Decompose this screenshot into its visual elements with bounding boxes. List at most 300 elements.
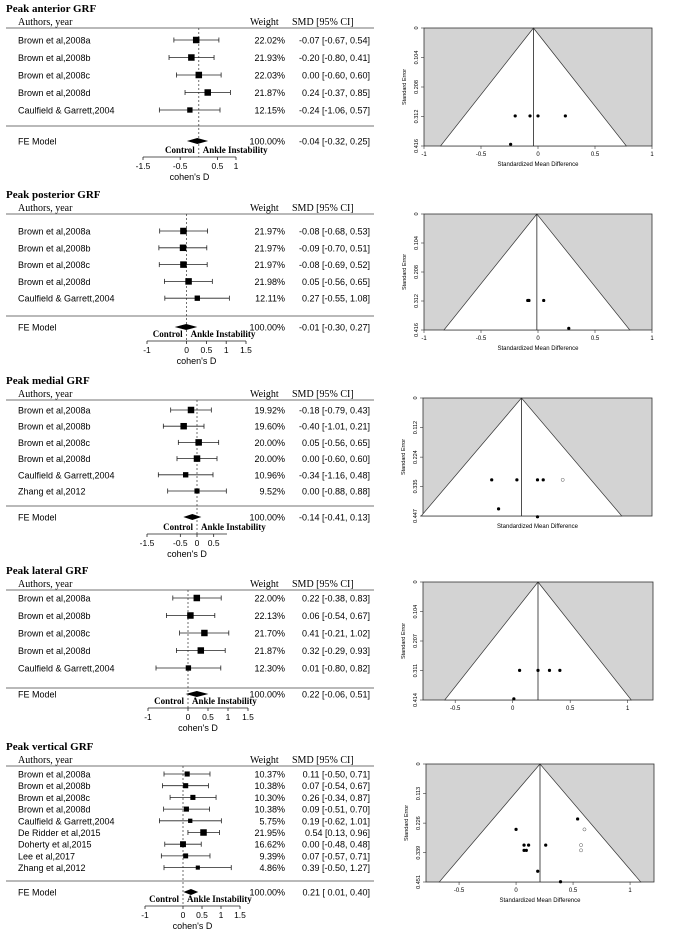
effect-square [188,407,194,413]
funnel-x-tick-label: 0 [536,152,540,158]
effect-square [194,455,201,462]
study-label: De Ridder et al,2015 [18,828,101,838]
funnel-x-tick-label: -0.5 [450,706,461,712]
study-weight: 10.38% [254,804,285,815]
right-label: Ankle Instability [202,145,268,155]
effect-square [183,783,188,788]
model-weight: 100.00% [249,512,285,523]
study-label: Brown et al,2008a [18,405,91,416]
study-row [18,406,370,416]
study-label: Brown et al,2008a [18,593,91,604]
study-ci-text: 0.07 [-0.54, 0.67] [301,781,370,792]
study-label: Doherty et al,2015 [18,839,92,850]
study-weight: 20.00% [254,454,285,465]
x-tick-label: 0 [194,538,200,548]
study-row [18,781,370,791]
study-ci-text: 0.54 [0.13, 0.96] [304,828,370,838]
study-weight: 9.52% [259,486,285,497]
study-ci-text: 0.00 [-0.88, 0.88] [301,486,370,497]
study-weight: 19.92% [254,405,285,416]
y-tick-label: 0.112 [413,420,419,435]
funnel-x-label: Standardized Mean Difference [497,524,578,530]
x-axis-label: cohen's D [172,921,213,931]
study-weight: 21.95% [254,828,285,838]
effect-square [195,296,200,301]
study-ci-text: 0.26 [-0.34, 0.87] [301,792,370,803]
study-label: Lee et al,2017 [18,851,76,862]
x-tick-label: -1.5 [139,538,155,548]
model-ci-text: -0.04 [-0.32, 0.25] [298,136,370,147]
effect-square [184,807,189,812]
study-ci-text: -0.34 [-1.16, 0.48] [298,470,370,481]
effect-square [183,853,188,858]
funnel-point [567,327,570,330]
funnel-point [514,828,517,831]
forest-plot [0,0,400,180]
funnel-plot [393,570,663,748]
funnel-plot [394,16,664,194]
funnel-plot [396,752,666,930]
x-tick-label: -1 [143,345,151,355]
x-tick-label: 1 [225,712,231,722]
study-weight: 21.97% [254,260,285,271]
study-ci-text: 0.19 [-0.62, 1.01] [301,816,370,827]
header-weight: Weight [250,17,279,28]
x-tick-label: 0.5 [207,538,220,548]
model-label: FE Model [18,322,57,333]
funnel-point [515,478,518,481]
funnel-y-label: Standard Error [404,804,410,842]
y-tick-label: 0.311 [413,663,419,678]
left-label: Control [164,145,195,155]
funnel-x-tick-label: 0.5 [566,706,575,712]
x-tick-label: -0.5 [172,161,188,171]
study-weight: 10.96% [254,470,285,481]
left-label: Control [163,522,193,532]
left-label: Control [154,696,184,706]
study-ci-text: 0.00 [-0.60, 0.60] [301,70,370,81]
study-label: Brown et al,2008c [18,792,91,803]
funnel-x-tick-label: -0.5 [453,888,465,894]
funnel-x-tick-label: -0.5 [475,336,487,342]
effect-square [183,472,188,477]
funnel-x-tick-label: 1 [628,888,632,894]
study-row [18,260,370,270]
effect-square [187,612,194,619]
header-study: Authors, year [18,755,73,766]
summary-diamond [183,514,201,520]
forest-title: Peak vertical GRF [6,741,94,753]
study-label: Caulfield & Garrett,2004 [18,663,115,674]
funnel-x-tick-label: 0 [514,888,518,894]
model-label: FE Model [18,887,57,898]
study-ci-text: 0.05 [-0.56, 0.65] [301,437,370,448]
study-ci-text: -0.24 [-1.06, 0.57] [298,105,370,116]
y-tick-label: 0.447 [413,509,419,523]
study-ci-text: 0.01 [-0.80, 0.82] [301,663,370,674]
study-label: Brown et al,2008a [18,769,91,780]
header-ci: SMD [95% CI] [292,389,354,400]
model-weight: 100.00% [249,136,285,147]
funnel-point [558,669,561,672]
funnel-point [559,880,562,883]
study-weight: 12.30% [254,663,285,674]
study-label: Brown et al,2008d [18,804,91,815]
y-tick-label: 0.414 [413,693,419,707]
study-row [18,422,370,432]
study-label: Brown et al,2008b [18,53,91,63]
study-ci-text: 0.24 [-0.37, 0.85] [301,88,370,98]
study-weight: 21.87% [254,646,285,656]
funnel-point [542,299,545,302]
study-weight: 5.75% [259,816,285,827]
study-weight: 16.62% [254,839,285,850]
y-tick-label: 0.113 [416,786,422,801]
y-tick-label: 0.208 [414,265,420,279]
left-label: Control [152,329,183,339]
study-row [18,88,370,98]
model-ci-text: -0.01 [-0.30, 0.27] [298,322,370,333]
study-weight: 19.60% [254,421,285,432]
x-tick-label: 0.5 [211,161,224,171]
model-ci-text: 0.22 [-0.06, 0.51] [301,689,370,700]
funnel-point [527,844,530,847]
study-label: Brown et al,2008d [18,646,91,656]
study-label: Caulfield & Garrett,2004 [18,105,115,116]
left-label: Control [149,894,179,904]
funnel-x-tick-label: 0.5 [590,336,600,342]
x-tick-label: 0 [185,712,191,722]
funnel-x-tick-label: -1 [421,152,427,158]
y-tick-label: 0 [416,762,422,766]
x-tick-label: -0.5 [173,538,188,548]
x-tick-label: 1 [233,161,239,171]
funnel-point [536,478,539,481]
study-ci-text: 0.06 [-0.54, 0.67] [301,611,370,621]
x-tick-label: 0 [180,910,186,920]
study-row [18,793,370,803]
study-label: Brown et al,2008b [18,611,91,621]
x-tick-label: 1.5 [234,910,246,920]
x-axis-label: cohen's D [169,172,210,180]
effect-square [194,488,199,493]
study-weight: 10.37% [254,769,285,780]
study-label: Brown et al,2008c [18,70,91,81]
header-weight: Weight [250,203,279,214]
study-label: Caulfield & Garrett,2004 [18,470,115,481]
study-ci-text: 0.27 [-0.55, 1.08] [301,293,370,304]
study-row [18,863,370,873]
model-weight: 100.00% [249,322,285,333]
study-weight: 22.00% [254,593,285,604]
x-axis-label: cohen's D [178,723,218,733]
y-tick-label: 0.226 [416,816,422,831]
study-ci-text: 0.39 [-0.50, 1.27] [301,863,370,874]
x-tick-label: 0.5 [196,910,208,920]
effect-square [188,819,192,823]
funnel-x-label: Standardized Mean Difference [499,898,581,904]
funnel-point [522,849,525,852]
x-axis-label: cohen's D [167,549,207,559]
study-ci-text: 0.41 [-0.21, 1.02] [301,628,370,639]
funnel-point [548,669,551,672]
study-ci-text: -0.20 [-0.80, 0.41] [298,53,370,63]
funnel-x-tick-label: 1 [650,152,654,158]
y-tick-label: 0.312 [414,294,420,308]
study-label: Zhang et al,2012 [18,486,86,497]
y-tick-label: 0.451 [416,875,422,889]
study-label: Brown et al,2008c [18,437,91,448]
study-weight: 22.02% [254,35,285,46]
funnel-y-label: Standard Error [402,68,408,106]
funnel-x-tick-label: 0 [511,706,515,712]
funnel-x-tick-label: -0.5 [475,152,487,158]
study-row [18,629,370,639]
model-label: FE Model [18,689,57,700]
header-study: Authors, year [18,203,73,214]
funnel-point [514,114,517,117]
header-ci: SMD [95% CI] [292,17,354,28]
y-tick-label: 0.104 [413,604,419,619]
study-ci-text: -0.40 [-1.01, 0.21] [298,421,370,432]
forest-plot [0,186,400,366]
study-ci-text: 0.00 [-0.48, 0.48] [301,839,370,850]
study-weight: 21.97% [254,243,285,254]
funnel-x-label: Standardized Mean Difference [497,162,579,168]
effect-square [180,841,186,847]
funnel-y-label: Standard Error [402,253,408,291]
y-tick-label: 0.416 [414,139,420,153]
funnel-point [576,817,579,820]
x-tick-label: 1.5 [242,712,254,722]
funnel-imputed-point [561,478,564,481]
funnel-imputed-point [583,828,586,831]
y-tick-label: 0.224 [413,450,419,465]
funnel-plot [393,386,663,564]
study-label: Brown et al,2008b [18,781,91,792]
effect-square [196,866,200,870]
forest-title: Peak lateral GRF [6,565,89,577]
effect-square [196,72,203,79]
funnel-x-tick-label: 1 [626,706,630,712]
y-tick-label: 0 [414,26,420,30]
model-label: FE Model [18,136,57,147]
study-ci-text: -0.07 [-0.67, 0.54] [298,35,370,46]
effect-square [204,89,210,95]
study-row [18,828,370,838]
forest-plot [0,562,400,744]
funnel-x-tick-label: 0.5 [568,888,578,894]
study-row [18,840,370,850]
study-ci-text: 0.32 [-0.29, 0.93] [301,646,370,656]
study-row [18,454,370,464]
study-row [18,53,370,63]
study-ci-text: 0.22 [-0.38, 0.83] [301,593,370,604]
right-label: Ankle Instability [201,522,266,532]
funnel-x-label: Standardized Mean Difference [497,346,579,352]
effect-square [188,54,194,60]
header-ci: SMD [95% CI] [292,755,354,766]
study-weight: 21.87% [254,88,285,98]
study-row [18,594,370,604]
study-label: Brown et al,2008c [18,628,91,639]
effect-square [200,829,207,836]
effect-square [185,278,192,285]
study-row [18,851,370,861]
header-weight: Weight [250,389,279,400]
study-weight: 22.03% [254,70,285,81]
study-ci-text: 0.09 [-0.51, 0.70] [301,804,370,815]
funnel-point [536,669,539,672]
study-row [18,277,370,287]
funnel-point [512,697,515,700]
study-row [18,36,370,46]
funnel-point [528,114,531,117]
forest-plot [0,738,400,947]
study-label: Zhang et al,2012 [18,863,86,874]
effect-square [186,665,191,670]
header-weight: Weight [250,579,279,590]
y-tick-label: 0 [413,396,419,400]
study-ci-text: -0.08 [-0.68, 0.53] [298,226,370,237]
y-tick-label: 0 [414,212,420,216]
study-weight: 21.97% [254,226,285,237]
y-tick-label: 0.208 [414,80,420,94]
funnel-point [509,143,512,146]
study-ci-text: 0.07 [-0.57, 0.71] [301,851,370,862]
study-weight: 10.30% [254,792,285,803]
header-study: Authors, year [18,17,73,28]
study-weight: 21.93% [254,53,285,63]
study-row [18,438,370,448]
model-ci-text: 0.21 [ 0.01, 0.40] [302,887,370,898]
study-row [18,646,370,656]
funnel-x-tick-label: 0 [536,336,540,342]
x-tick-label: 1 [223,345,229,355]
y-tick-label: 0.312 [414,109,420,124]
funnel-point [536,114,539,117]
right-label: Ankle Instability [190,329,256,339]
y-tick-label: 0.104 [414,50,420,65]
study-weight: 21.70% [254,628,285,639]
study-row [18,227,370,237]
funnel-point [497,507,500,510]
effect-square [195,439,202,446]
funnel-x-tick-label: -1 [421,336,427,342]
effect-square [201,630,207,636]
x-tick-label: 0 [184,345,189,355]
study-label: Brown et al,2008d [18,276,91,287]
y-tick-label: 0.207 [413,634,419,648]
x-tick-label: 0.5 [200,345,213,355]
study-label: Brown et al,2008b [18,243,91,254]
header-study: Authors, year [18,579,73,590]
study-weight: 9.39% [259,851,285,862]
effect-square [180,261,186,267]
x-tick-label: -1.5 [135,161,151,171]
funnel-point [490,478,493,481]
model-label: FE Model [18,512,57,523]
study-weight: 12.15% [254,105,285,116]
funnel-imputed-point [579,849,582,852]
study-ci-text: 0.00 [-0.60, 0.60] [301,454,370,465]
y-tick-label: 0.339 [416,845,422,860]
funnel-point [536,515,539,518]
header-ci: SMD [95% CI] [292,579,354,590]
study-row [18,470,370,480]
x-tick-label: 0.5 [202,712,214,722]
x-tick-label: 1 [218,910,224,920]
effect-square [180,245,186,251]
funnel-x-tick-label: 1 [650,336,654,342]
study-label: Brown et al,2008a [18,35,91,46]
study-weight: 10.38% [254,781,285,792]
forest-plot [0,372,400,560]
funnel-point [564,114,567,117]
summary-diamond [187,138,208,144]
study-weight: 22.13% [254,611,285,621]
study-label: Brown et al,2008a [18,226,91,237]
funnel-x-tick-label: 0.5 [590,152,600,158]
x-tick-label: 1.5 [240,345,252,355]
x-tick-label: -1 [141,910,149,920]
effect-square [194,595,200,601]
study-row [18,71,370,81]
model-ci-text: -0.14 [-0.41, 0.13] [298,512,370,523]
study-row [18,664,370,674]
y-tick-label: 0.335 [413,479,419,494]
effect-square [190,795,195,800]
x-axis-label: cohen's D [176,356,217,366]
study-label: Brown et al,2008c [18,260,91,271]
study-row [18,294,370,304]
study-row [18,611,370,621]
header-ci: SMD [95% CI] [292,203,354,214]
header-study: Authors, year [18,389,73,400]
study-label: Brown et al,2008d [18,454,91,465]
study-weight: 4.86% [259,863,285,874]
study-row [18,487,370,497]
header-weight: Weight [250,755,279,766]
effect-square [193,37,199,43]
study-label: Caulfield & Garrett,2004 [18,816,115,827]
right-label: Ankle Instability [187,894,252,904]
study-weight: 20.00% [254,437,285,448]
funnel-y-label: Standard Error [401,622,407,660]
funnel-point [542,478,545,481]
funnel-point [518,669,521,672]
funnel-imputed-point [579,844,582,847]
study-ci-text: -0.18 [-0.79, 0.43] [298,405,370,416]
effect-square [198,647,204,653]
study-ci-text: -0.09 [-0.70, 0.51] [298,243,370,254]
model-weight: 100.00% [249,887,285,898]
forest-title: Peak medial GRF [6,375,90,387]
right-label: Ankle Instability [192,696,257,706]
study-label: Caulfield & Garrett,2004 [18,293,115,304]
study-row [18,816,370,826]
study-weight: 21.98% [254,276,285,287]
funnel-point [544,844,547,847]
study-row [18,243,370,253]
funnel-point [527,299,530,302]
study-label: Brown et al,2008d [18,88,91,98]
forest-title: Peak posterior GRF [6,189,101,201]
study-row [18,770,370,780]
study-ci-text: 0.11 [-0.50, 0.71] [302,769,370,780]
effect-square [185,771,190,776]
y-tick-label: 0.416 [414,323,420,337]
